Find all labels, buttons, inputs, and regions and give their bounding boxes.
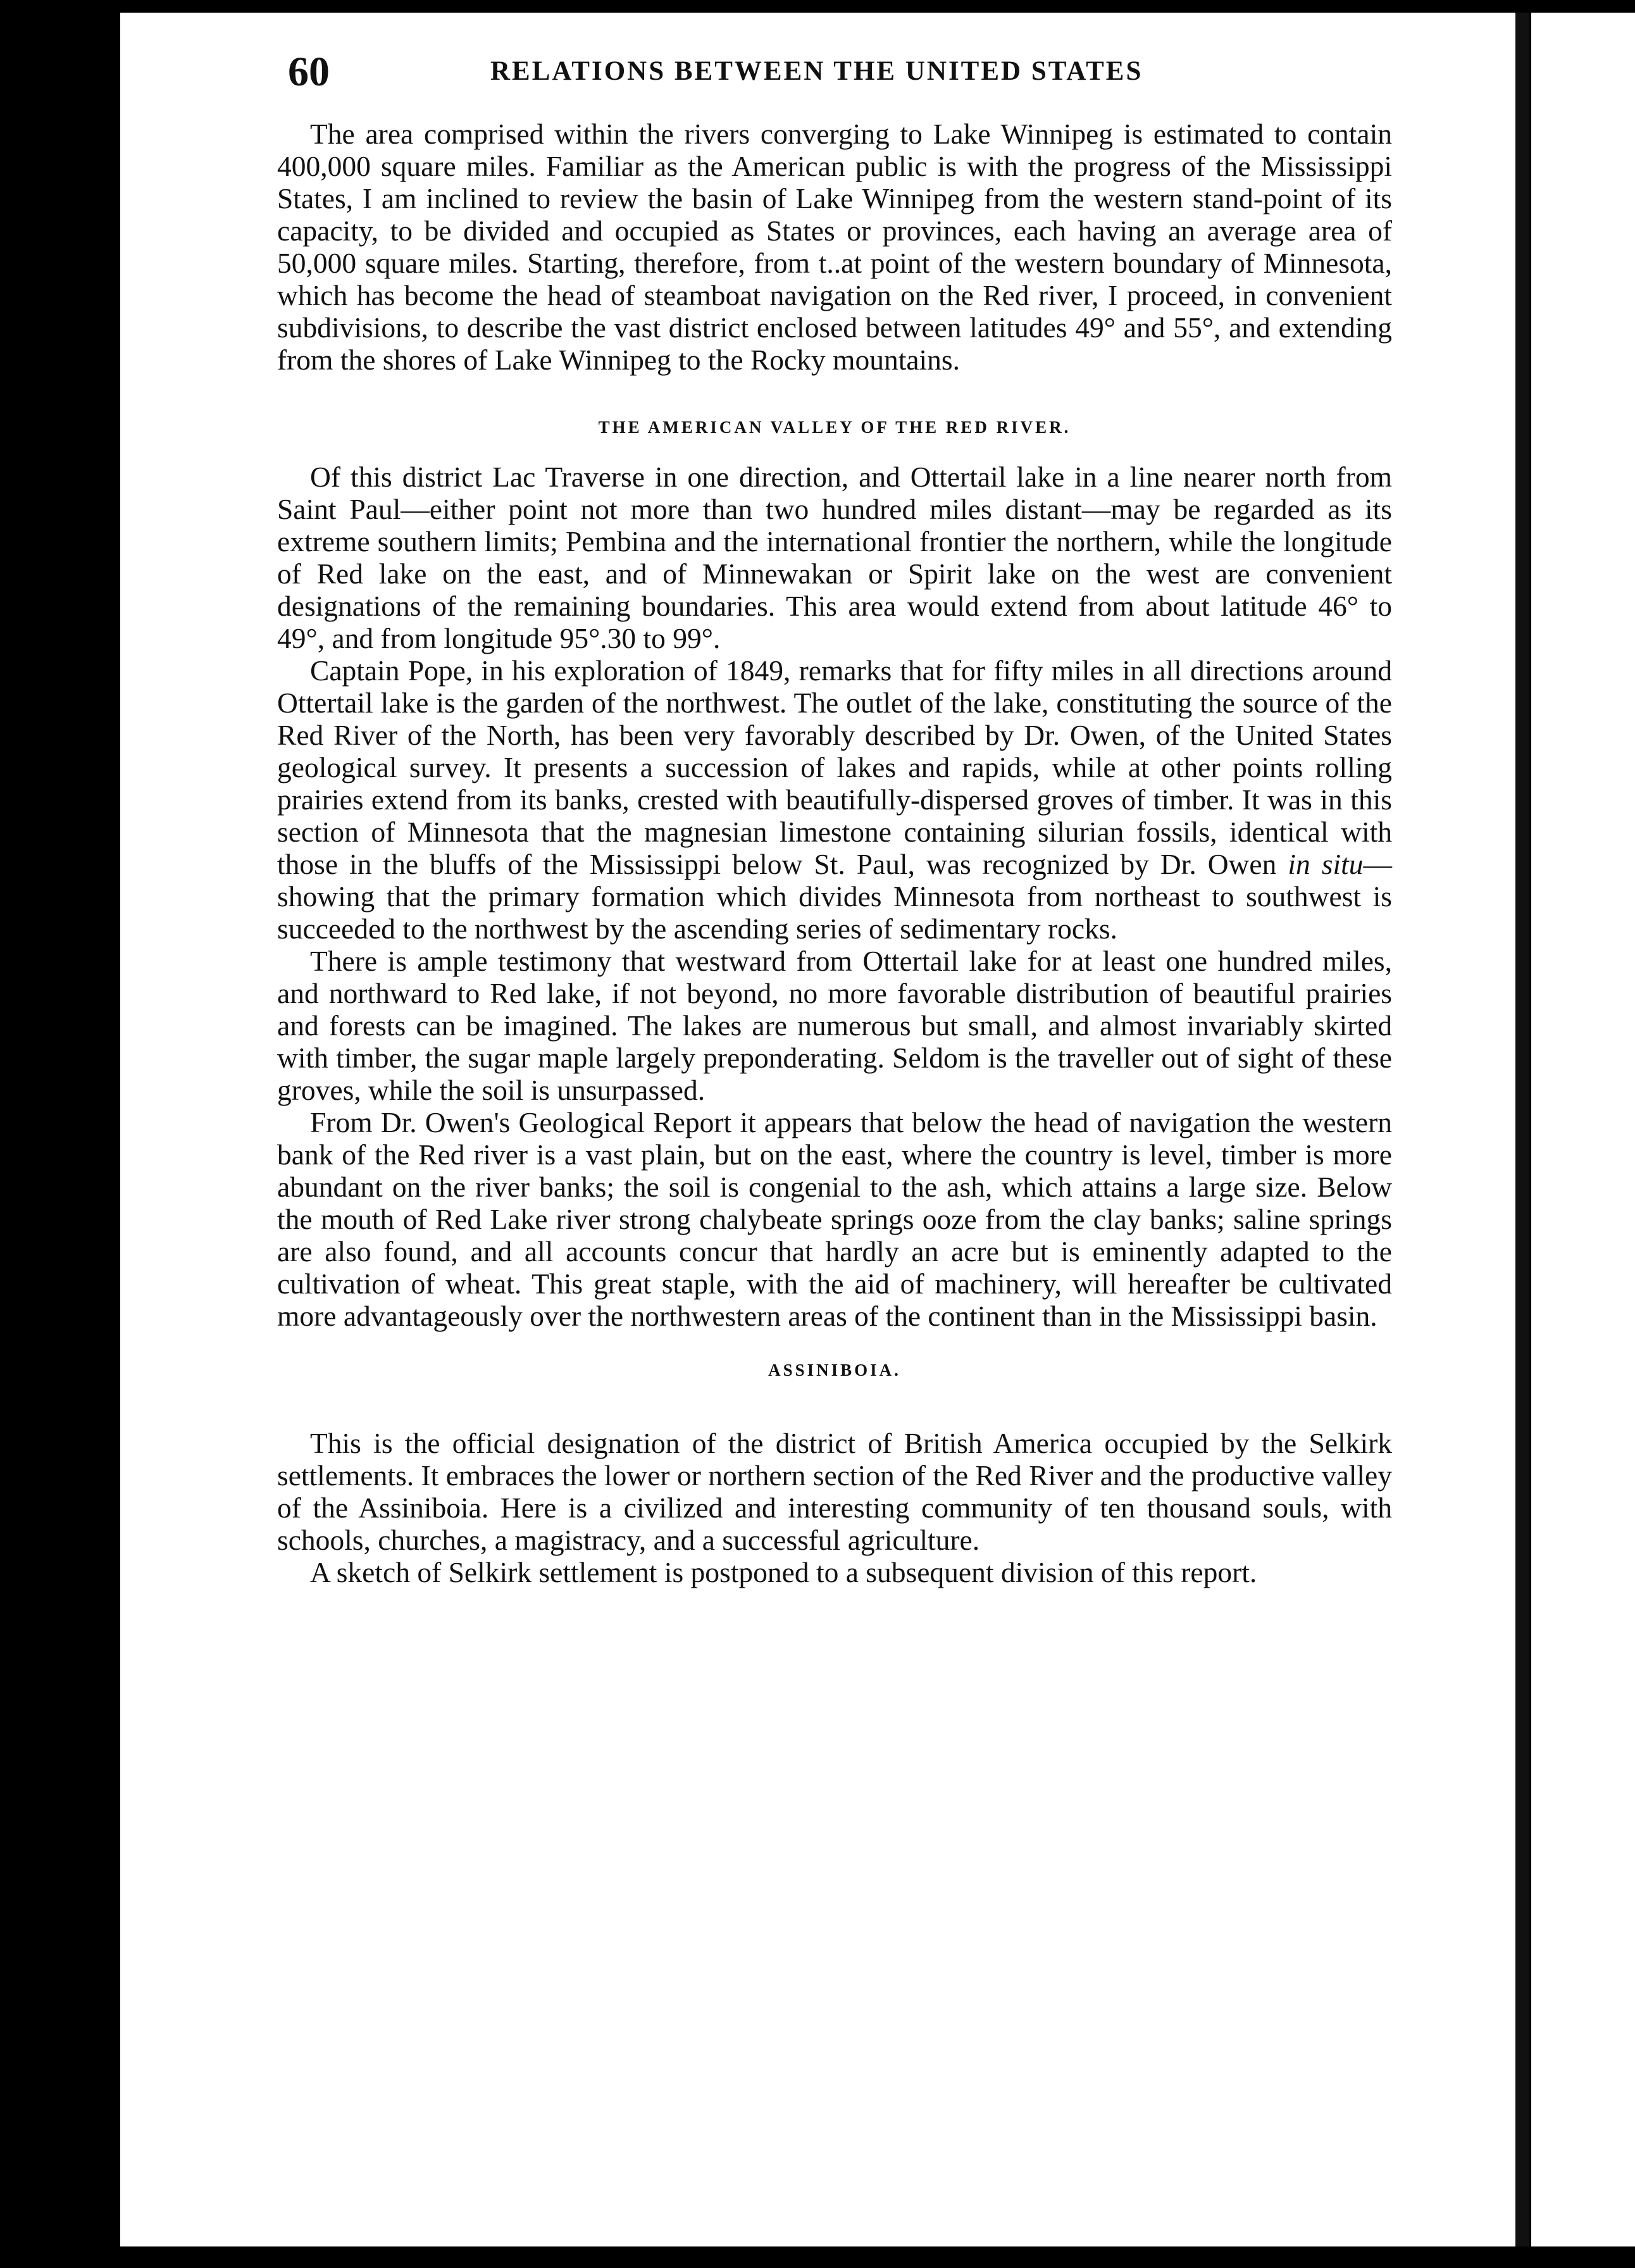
- paragraph: From Dr. Owen's Geological Report it appears that below the head of navigation the western bank of the Red river is a vast plain, but on the east, where the country is level, timber is more abundant on the river banks; the soil is congenial to the ash, which attains a large size. Below the mouth of Red Lake river strong chalybeate springs ooze from the clay banks; saline springs are also found, and all accounts concur that hardly an acre but is eminently adapted to the cultivation of wheat. This great staple, with the aid of machinery, will hereafter be cultivated more advantageously over the northwestern areas of the continent than in the Mississippi basin.: [277, 1106, 1392, 1332]
- paragraph-text: —showing that the primary formation which divides Minnesota from northeast to southwest is succeeded to the northwest by the ascending series of sedimentary rocks.: [277, 848, 1392, 945]
- paragraph: There is ample testimony that westward from Ottertail lake for at least one hundred miles, and northward to Red lake, if not beyond, no more favorable distribution of beautiful prairies and forests can be imagined. The lakes are numerous but small, and almost invariably skirted with timber, the sugar maple largely preponderating. Seldom is the traveller out of sight of these groves, while the soil is unsurpassed.: [277, 945, 1392, 1106]
- section-heading: ASSINIBOIA.: [768, 1361, 901, 1380]
- adjacent-page-strip: [1531, 13, 1635, 2246]
- italic-phrase: in situ: [1288, 848, 1364, 880]
- paragraph: A sketch of Selkirk settlement is postponed to a subsequent division of this report.: [310, 1556, 1257, 1588]
- page-header: [282, 44, 1484, 114]
- body-text: [277, 118, 1392, 1588]
- page-number: 60: [288, 49, 330, 95]
- paragraph: Of this district Lac Traverse in one direction, and Ottertail lake in a line nearer north from Saint Paul—either point not more than two hundred miles distant—may be regarded as its extreme southern limits; Pembina and the international frontier the northern, while the longitude of Red lake on the east, and of Minnewakan or Spirit lake on the west are convenient designations of the remaining boundaries. This area would extend from about latitude 46° to 49°, and from longitude 95°.30 to 99°.: [277, 461, 1392, 654]
- paragraph-text: Captain Pope, in his exploration of 1849, remarks that for fifty miles in all directions around Ottertail lake is the garden of the northwest. The outlet of the lake, constituting the source of the Red River of the North, has been very favorably described by Dr. Owen, of the United States geological survey. It presents a succession of lakes and rapids, while at other points rolling prairies extend from its banks, crested with beautifully-dispersed groves of timber. It was in this section of Minnesota that the magnesian limestone containing silurian fossils, identical with those in the bluffs of the Mississippi below St. Paul, was recognized by Dr. Owen: [277, 654, 1392, 880]
- running-head: RELATIONS BETWEEN THE UNITED STATES: [490, 56, 1143, 86]
- section-heading: THE AMERICAN VALLEY OF THE RED RIVER.: [598, 418, 1071, 437]
- paragraph: The area comprised within the rivers converging to Lake Winnipeg is estimated to contain 400,000 square miles. Familiar as the American public is with the progress of the Mississippi States, I am inclined to review the basin of Lake Winnipeg from the western stand-point of its capacity, to be divided and occupied as States or provinces, each having an average area of 50,000 square miles. Starting, therefore, from t..at point of the western boundary of Minnesota, which has become the head of steamboat navigation on the Red river, I proceed, in convenient subdivisions, to describe the vast district enclosed between latitudes 49° and 55°, and extending from the shores of Lake Winnipeg to the Rocky mountains.: [277, 118, 1392, 376]
- paragraph: [277, 654, 1392, 945]
- page-edge-rule: [1515, 13, 1529, 2246]
- paragraph: This is the official designation of the district of British America occupied by the Selkirk settlements. It embraces the lower or northern section of the Red River and the productive valley of the Assiniboia. Here is a civilized and interesting community of ten thousand souls, with schools, churches, a magistracy, and a successful agriculture.: [277, 1427, 1392, 1556]
